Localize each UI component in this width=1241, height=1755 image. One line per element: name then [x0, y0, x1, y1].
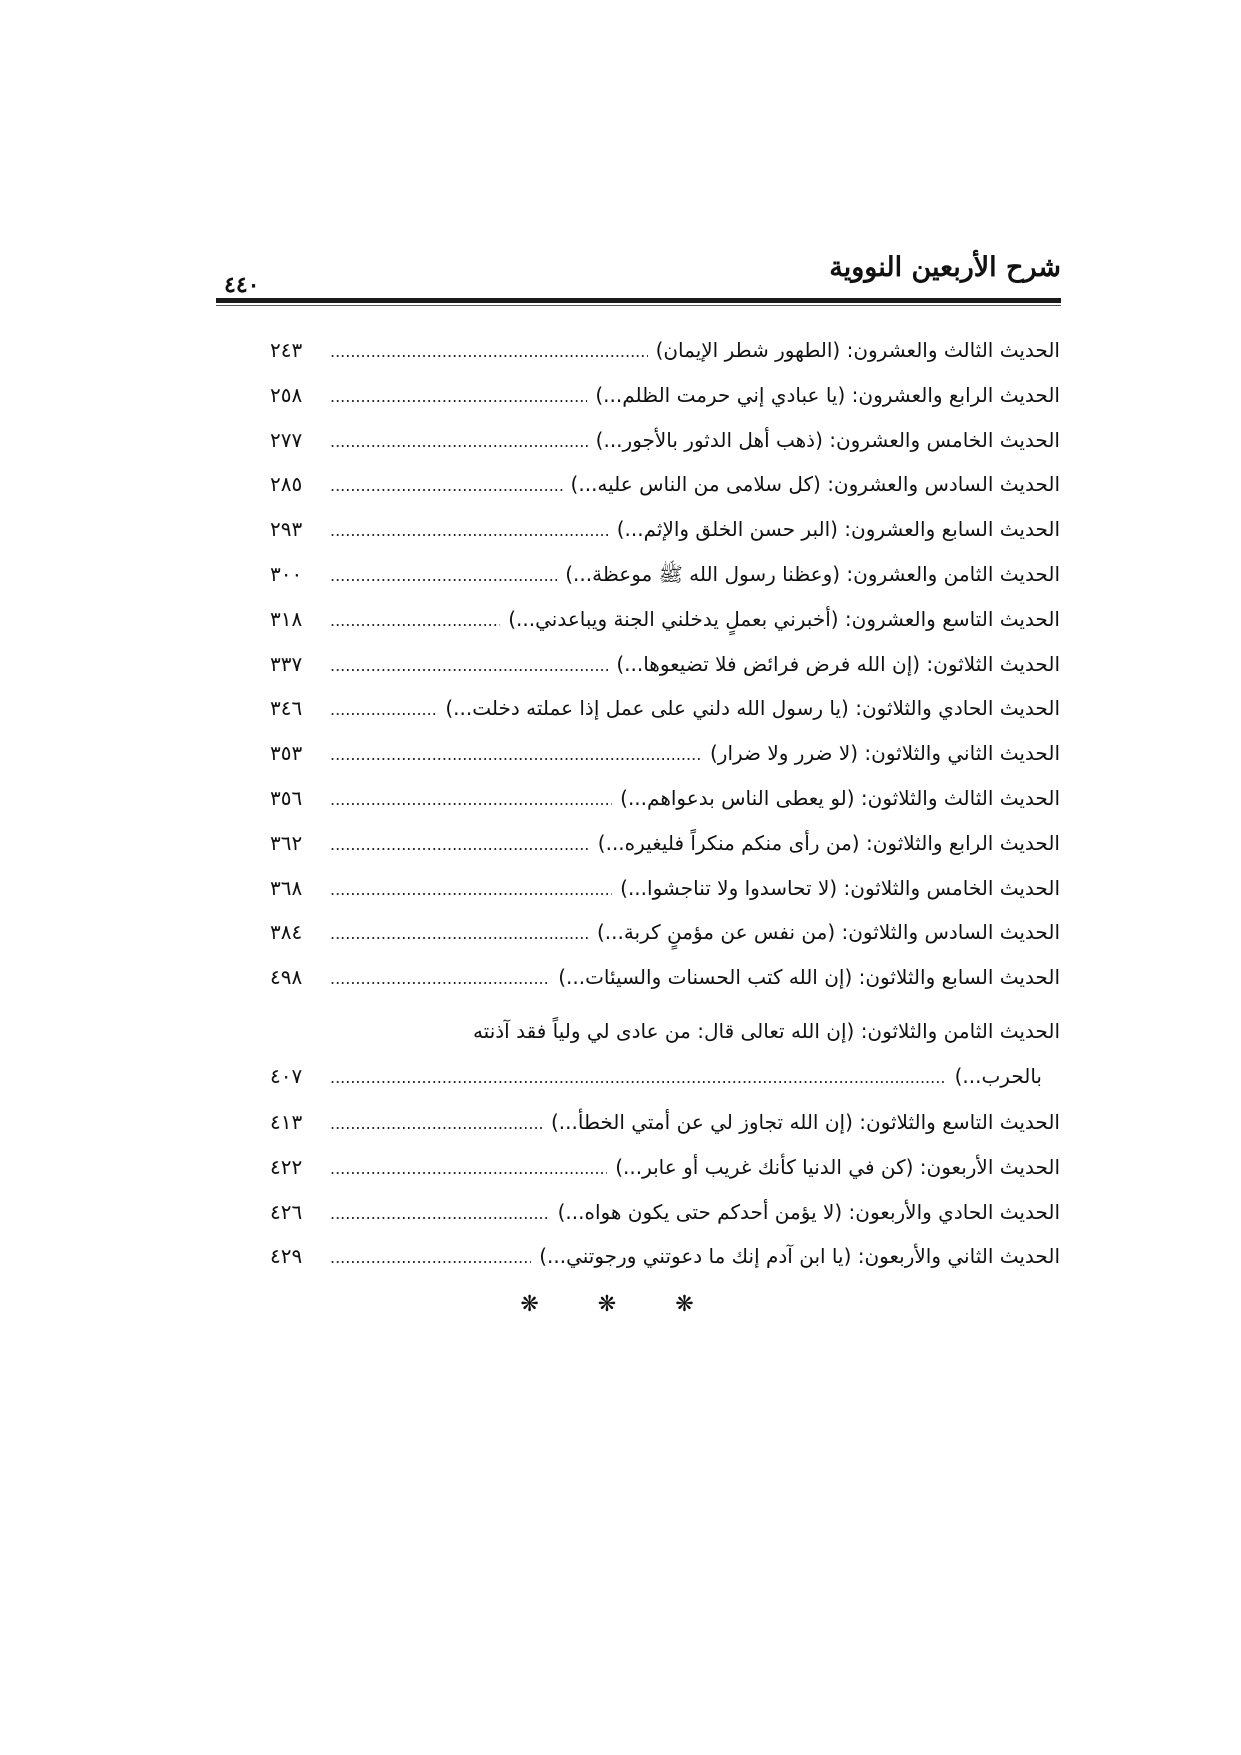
toc-entry: الحديث الثالث والعشرون: (الطهور شطر الإيمان) ..... ٢٤٣	[270, 328, 1060, 373]
leader-dots	[330, 823, 590, 868]
toc-entry: الحديث الرابع والعشرون: (يا عبادي إني حرمت الظلم...) ..... ٢٥٨	[270, 373, 1060, 418]
leader-dots	[330, 644, 608, 689]
leader-dots	[330, 464, 563, 509]
end-ornament: ❋ ❋ ❋	[520, 1292, 720, 1317]
toc-page-number: ٤٢٩	[270, 1244, 303, 1269]
toc-entry-line1: الحديث الثامن والثلاثون: (إن الله تعالى قال: من عادى لي ولياً فقد آذنته	[472, 1018, 1060, 1043]
toc-page-number: ٣١٨	[270, 606, 303, 631]
leader-dots	[330, 778, 612, 823]
leader-dots	[330, 420, 588, 465]
toc-entry: الحديث الثلاثون: (إن الله فرض فرائض فلا تضيعوها...) ..... ٣٣٧	[270, 642, 1060, 687]
table-of-contents	[270, 328, 1060, 1279]
toc-entry: الحديث الخامس والثلاثون: (لا تحاسدوا ولا تناجشوا...) ..... ٣٦٨	[270, 866, 1060, 911]
toc-page-number: ٣٣٧	[270, 651, 303, 676]
leader-dots	[330, 868, 612, 913]
toc-entry: الحديث الثالث والثلاثون: (لو يعطى الناس بدعواهم...) ..... ٣٥٦	[270, 776, 1060, 821]
toc-page-number: ٣٦٢	[270, 830, 303, 855]
toc-entry: الحديث السابع والثلاثون: (إن الله كتب الحسنات والسيئات...) ..... ٤٩٨	[270, 955, 1060, 1000]
toc-page-number: ٤٩٨	[270, 965, 303, 990]
toc-page-number: ٢٤٣	[270, 338, 303, 362]
toc-entry-line2: بالحرب...) ..... ٤٠٧	[270, 1052, 1060, 1100]
toc-entry: الحديث الرابع والثلاثون: (من رأى منكم منكراً فليغيره...) ..... ٣٦٢	[270, 821, 1060, 866]
leader-dots	[330, 957, 550, 1002]
leader-dots	[330, 912, 589, 957]
toc-page-number: ٢٥٨	[270, 382, 303, 407]
leader-dots	[330, 1147, 607, 1192]
toc-entry: الحديث الخامس والعشرون: (ذهب أهل الدثور بالأجور...) ..... ٢٧٧	[270, 418, 1060, 463]
leader-dots	[330, 554, 557, 599]
leader-dots	[330, 330, 648, 375]
toc-entry: الحديث الثاني والأربعون: (يا ابن آدم إنك ما دعوتني ورجوتني...) ..... ٤٢٩	[270, 1234, 1060, 1279]
toc-page-number: ٤٢٦	[270, 1199, 303, 1224]
toc-page-number: ٤٠٧	[270, 1063, 303, 1088]
toc-entry: الحديث الثامن والعشرون: (وعظنا رسول الله ﷺ موعظة...) ..... ٣٠٠	[270, 552, 1060, 597]
toc-page-number: ٣٠٠	[270, 561, 303, 586]
leader-dots	[330, 688, 437, 733]
toc-page-number: ٣٥٦	[270, 785, 303, 810]
toc-entry: الحديث الثاني والثلاثون: (لا ضرر ولا ضرار) ..... ٣٥٣	[270, 731, 1060, 776]
toc-entry: الحديث الأربعون: (كن في الدنيا كأنك غريب أو عابر...) ..... ٤٢٢	[270, 1145, 1060, 1190]
toc-page-number: ٣٤٦	[270, 696, 303, 721]
leader-dots	[330, 733, 702, 778]
header-rule-thin	[216, 305, 1061, 306]
toc-entry-multiline	[270, 1000, 1060, 1100]
leader-dots	[330, 1054, 947, 1102]
toc-page-number: ٣٥٣	[270, 741, 303, 766]
toc-page-number: ٢٩٣	[270, 517, 303, 542]
toc-page-number: ٣٨٤	[270, 920, 303, 945]
leader-dots	[330, 1102, 543, 1147]
toc-page-number: ٤١٣	[270, 1109, 303, 1134]
leader-dots	[330, 375, 587, 420]
toc-page-number: ٢٨٥	[270, 472, 303, 497]
toc-page-number: ٣٦٨	[270, 875, 303, 900]
page-header	[216, 252, 1061, 302]
leader-dots	[330, 509, 609, 554]
toc-entry: الحديث السادس والعشرون: (كل سلامى من الناس عليه...) ..... ٢٨٥	[270, 462, 1060, 507]
toc-entry: الحديث الحادي والأربعون: (لا يؤمن أحدكم حتى يكون هواه...) ..... ٤٢٦	[270, 1190, 1060, 1235]
toc-entry: الحديث الحادي والثلاثون: (يا رسول الله دلني على عمل إذا عملته دخلت...) ..... ٣٤٦	[270, 686, 1060, 731]
page-number: ٤٤٠	[224, 272, 260, 298]
leader-dots	[330, 599, 500, 644]
leader-dots	[330, 1192, 550, 1237]
running-title: شرح الأربعين النووية	[829, 252, 1061, 283]
toc-entry: الحديث السابع والعشرون: (البر حسن الخلق والإثم...) ..... ٢٩٣	[270, 507, 1060, 552]
toc-entry: الحديث السادس والثلاثون: (من نفس عن مؤمنٍ كربة...) ..... ٣٨٤	[270, 910, 1060, 955]
toc-entry: الحديث التاسع والثلاثون: (إن الله تجاوز لي عن أمتي الخطأ...) ..... ٤١٣	[270, 1100, 1060, 1145]
header-rule	[216, 298, 1061, 303]
leader-dots	[330, 1236, 531, 1281]
toc-page-number: ٢٧٧	[270, 427, 303, 452]
toc-entry: الحديث التاسع والعشرون: (أخبرني بعملٍ يدخلني الجنة ويباعدني...) ..... ٣١٨	[270, 597, 1060, 642]
toc-page-number: ٤٢٢	[270, 1154, 303, 1179]
